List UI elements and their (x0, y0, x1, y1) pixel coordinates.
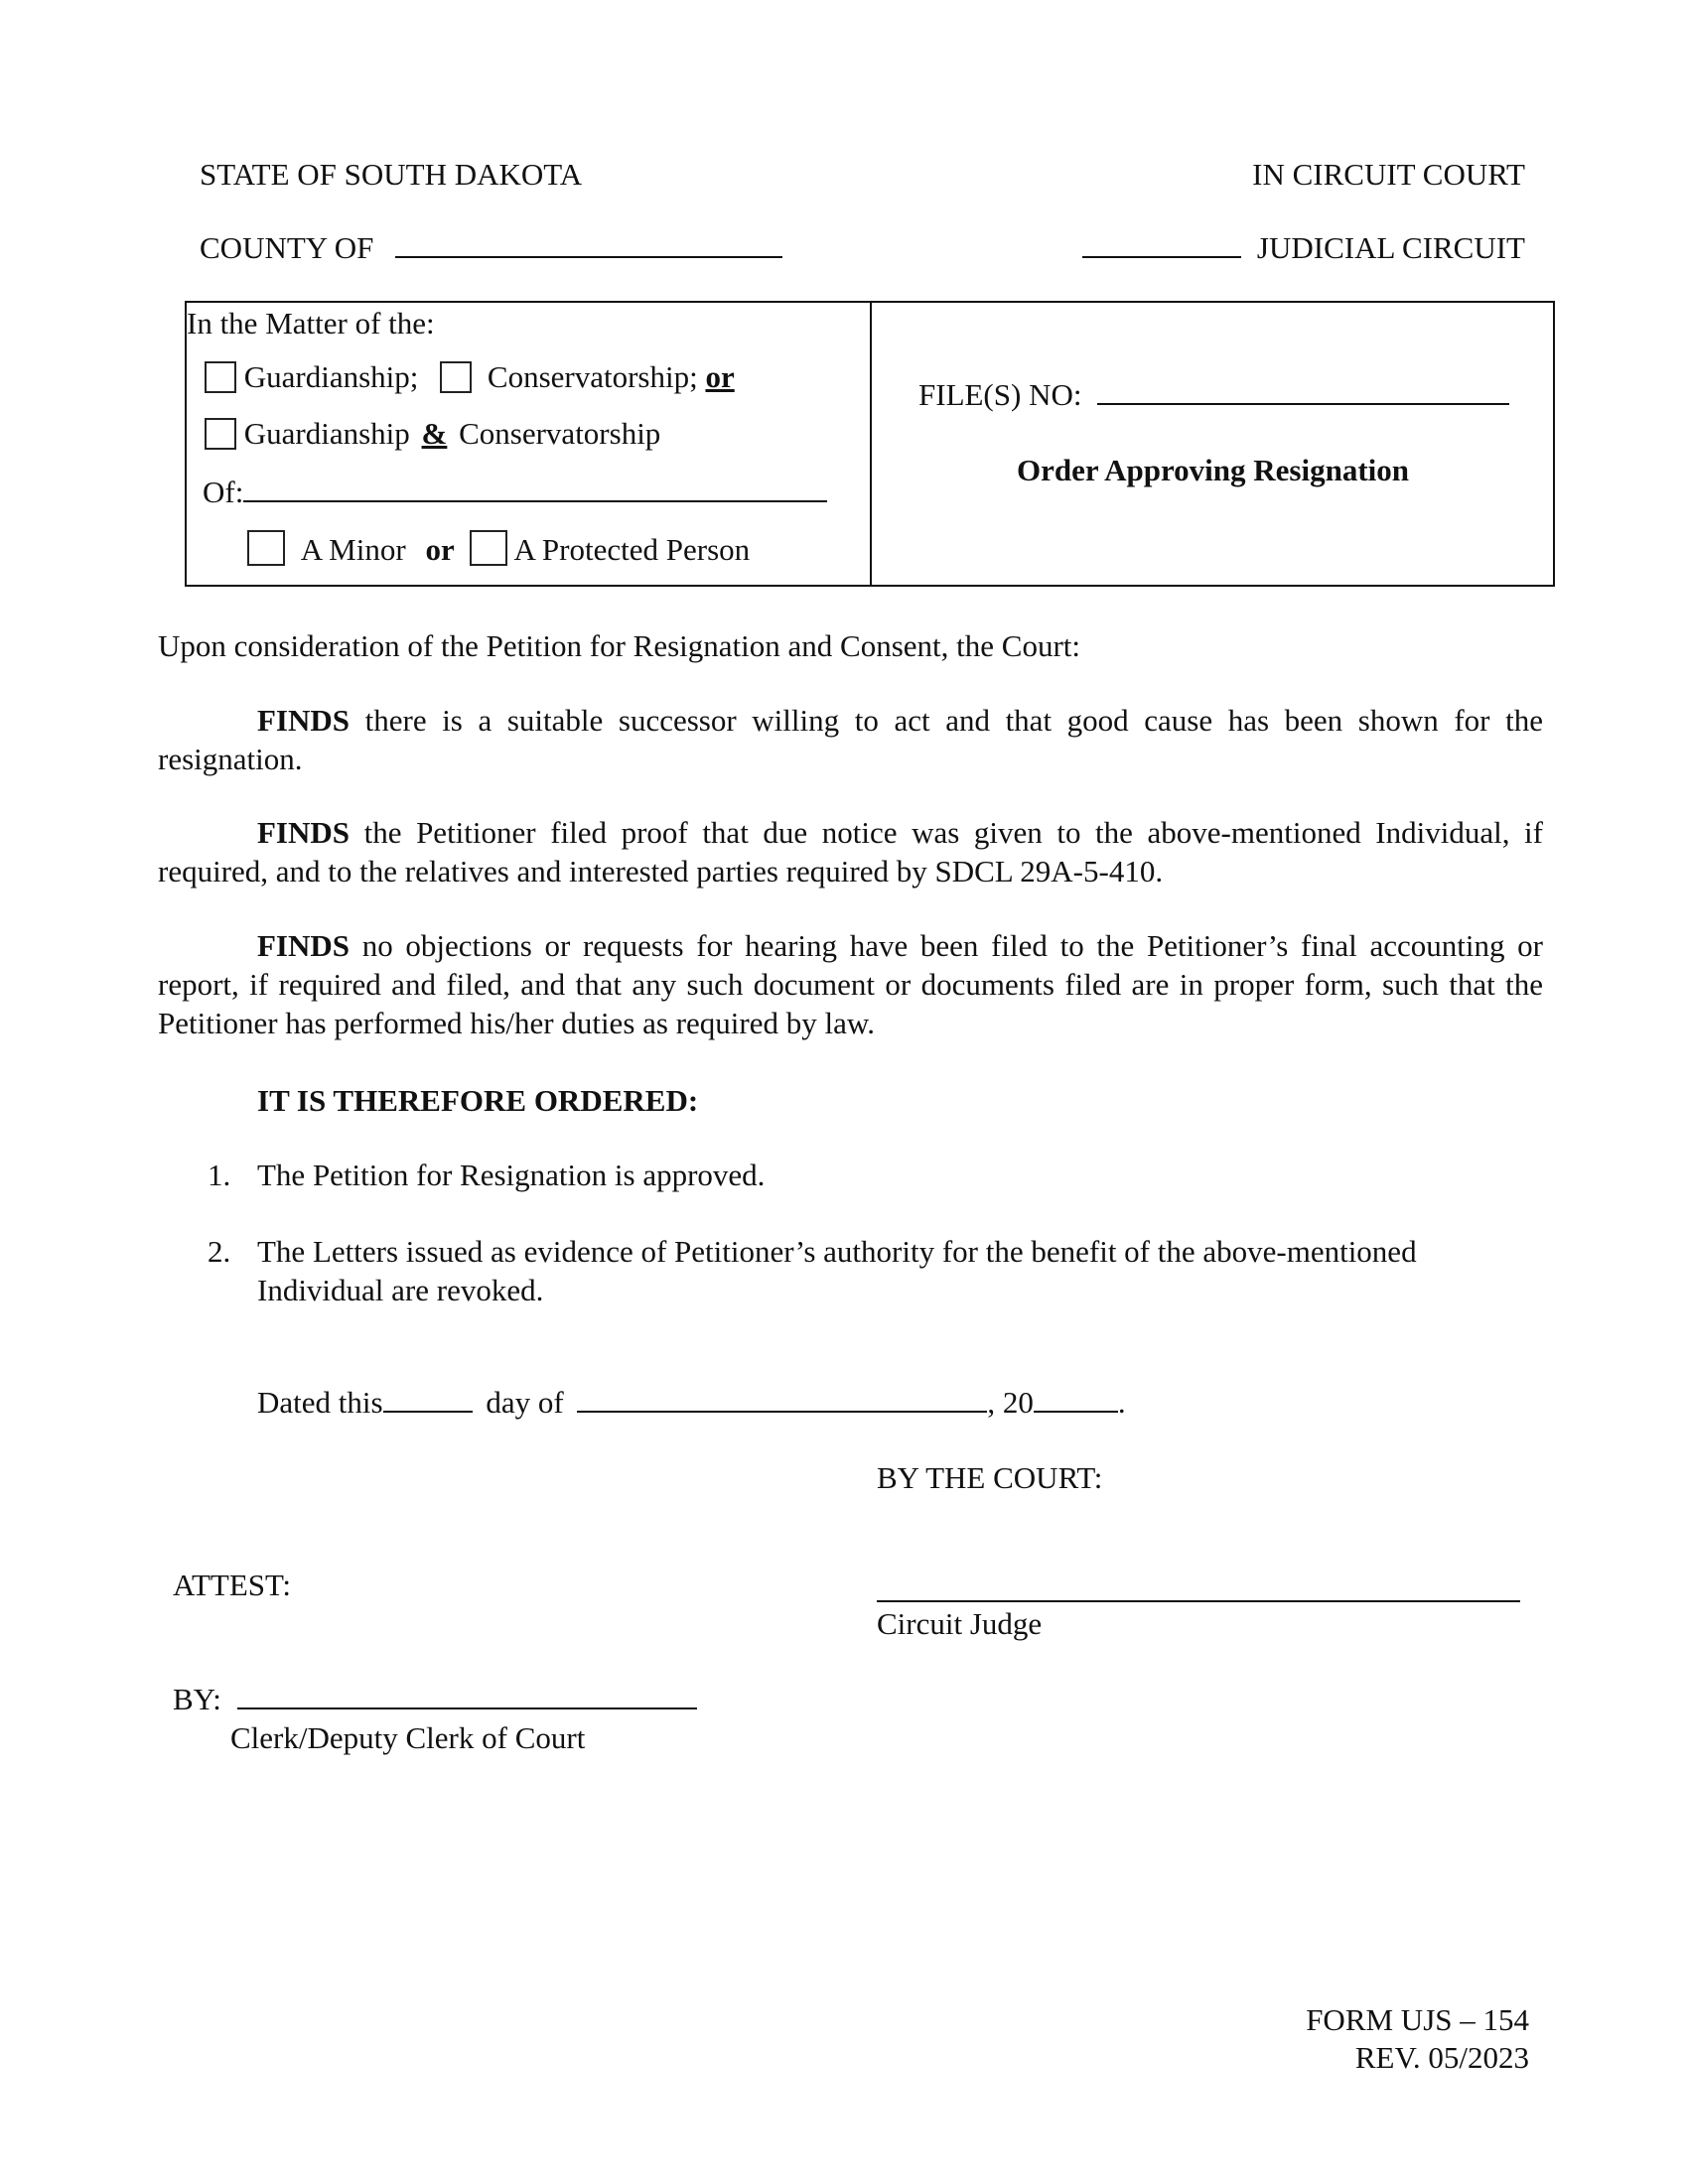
finding-2-text: the Petitioner filed proof that due notice was given to the above-mentioned Individual, if required, and to the relatives and interested parties required by SDCL 29A-5-410. (158, 815, 1543, 888)
month-field[interactable] (577, 1410, 987, 1413)
day-of-label: day of (486, 1385, 564, 1420)
finds-word: FINDS (257, 928, 351, 963)
year-prefix: , 20 (987, 1385, 1034, 1420)
conservatorship-checkbox[interactable] (440, 361, 472, 393)
guardianship2-label: Guardianship (243, 416, 410, 451)
matter-label: In the Matter of the: (187, 306, 435, 341)
finding-1-text: there is a suitable successor willing to act and that good cause has been shown for the resignation. (158, 703, 1543, 776)
order-item-2 (208, 1232, 1417, 1309)
or-connector-2: or (425, 532, 455, 567)
form-revision: REV. 05/2023 (1354, 2040, 1529, 2075)
person-type-row (247, 530, 750, 570)
type-row-1 (205, 358, 735, 397)
finding-2 (158, 813, 1543, 890)
conservatorship2-label: Conservatorship (459, 416, 661, 451)
clerk-signature-field[interactable] (237, 1706, 697, 1709)
file-no-field[interactable] (1097, 402, 1509, 405)
guardianship-conservatorship-checkbox[interactable] (205, 418, 236, 450)
form-number: FORM UJS – 154 (1306, 2002, 1529, 2037)
ordered-heading-text: IT IS THEREFORE ORDERED: (257, 1083, 699, 1118)
order-item-2-number: 2. (208, 1234, 231, 1269)
clerk-label: Clerk/Deputy Clerk of Court (230, 1720, 586, 1755)
file-no-label: FILE(S) NO: (918, 377, 1082, 412)
circuit-label: JUDICIAL CIRCUIT (1256, 230, 1525, 265)
circuit-number-field[interactable] (1082, 255, 1241, 258)
of-row (203, 474, 827, 512)
conservatorship-label: Conservatorship; (487, 359, 698, 394)
protected-person-label: A Protected Person (513, 532, 751, 567)
attest-label: ATTEST: (173, 1568, 292, 1602)
caption-divider (870, 303, 872, 585)
document-title (871, 452, 1555, 490)
guardianship-checkbox[interactable] (205, 361, 236, 393)
clerk-by-row (173, 1681, 697, 1719)
state-label: STATE OF SOUTH DAKOTA (200, 157, 583, 192)
ampersand: & (421, 416, 448, 451)
year-field[interactable] (1034, 1410, 1118, 1413)
order-item-2-line2: Individual are revoked. (257, 1273, 544, 1307)
finds-word: FINDS (257, 815, 351, 850)
finding-1 (158, 701, 1543, 778)
judge-signature-line[interactable] (877, 1600, 1520, 1602)
dated-period: . (1117, 1385, 1126, 1420)
minor-checkbox[interactable] (247, 530, 285, 566)
type-row-2 (205, 415, 660, 454)
caption-box (185, 301, 1555, 587)
order-item-1 (208, 1157, 765, 1195)
protected-person-checkbox[interactable] (470, 530, 507, 566)
court-label: IN CIRCUIT COURT (1252, 157, 1525, 192)
file-no-row (918, 376, 1509, 415)
county-field[interactable] (395, 255, 782, 258)
of-label: Of: (203, 475, 244, 509)
document-title-text: Order Approving Resignation (1016, 453, 1410, 487)
of-name-field[interactable] (243, 499, 827, 502)
county-label: COUNTY OF (200, 230, 374, 265)
circuit-row (1082, 229, 1525, 268)
county-row (200, 229, 782, 268)
minor-label: A Minor (300, 532, 406, 567)
by-the-court-label: BY THE COURT: (877, 1460, 1103, 1495)
circuit-judge-label: Circuit Judge (877, 1606, 1043, 1641)
finding-3-text: no objections or requests for hearing have been filed to the Petitioner’s final accounting or report, if required and filed, and that any such document or documents filed are in proper form, such that the Petitioner has performed his/her duties as required by law. (158, 928, 1543, 1040)
guardianship-label: Guardianship; (243, 359, 419, 394)
ordered-heading (257, 1082, 698, 1121)
day-field[interactable] (383, 1410, 473, 1413)
by-label: BY: (173, 1682, 221, 1716)
finds-word: FINDS (257, 703, 351, 738)
intro-paragraph: Upon consideration of the Petition for Resignation and Consent, the Court: (158, 628, 1081, 663)
order-item-1-number: 1. (208, 1158, 231, 1192)
order-item-2-line1: The Letters issued as evidence of Petitioner’s authority for the benefit of the above-mentioned (257, 1234, 1417, 1269)
dated-this-label: Dated this (257, 1385, 383, 1420)
dated-row (257, 1384, 1126, 1423)
order-item-1-text: The Petition for Resignation is approved. (257, 1158, 766, 1192)
or-connector: or (705, 359, 735, 394)
finding-3 (158, 926, 1543, 1042)
